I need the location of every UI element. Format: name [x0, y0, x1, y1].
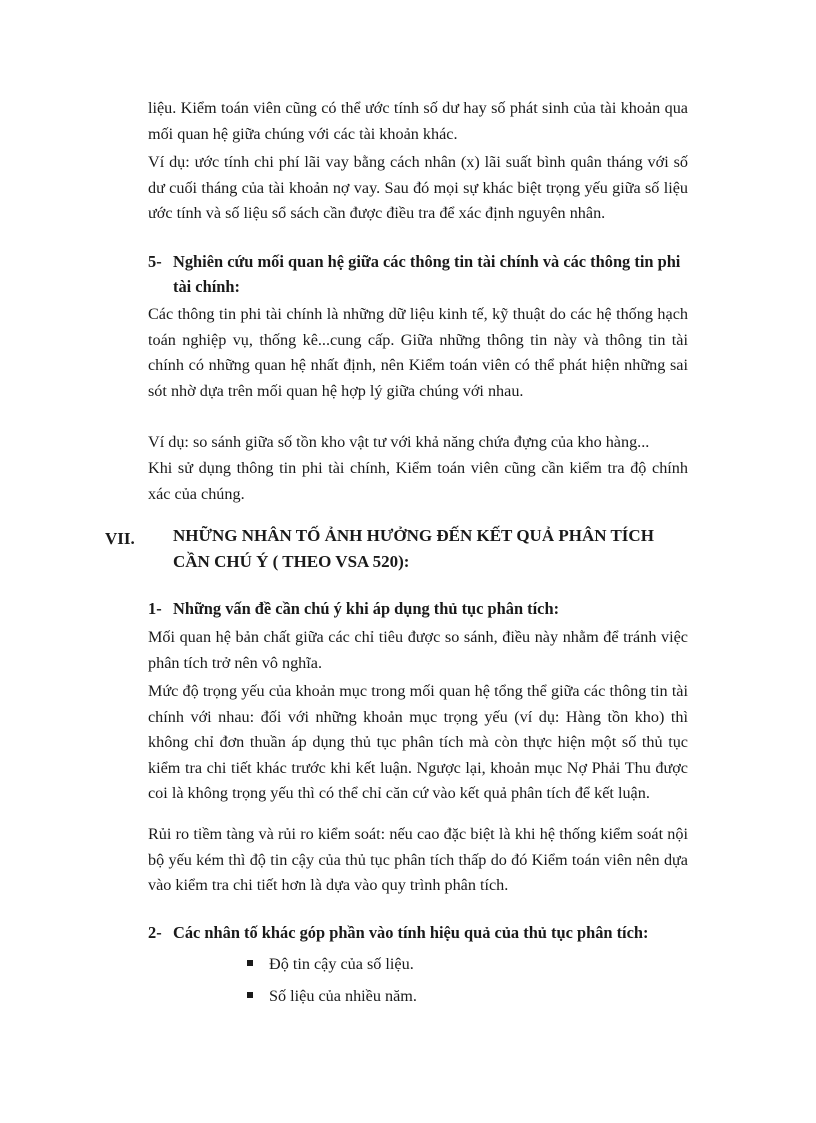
heading-2-text: Các nhân tố khác góp phần vào tính hiệu quả của thủ tục phân tích:: [173, 923, 649, 942]
bullet-square-icon: [247, 960, 253, 966]
paragraph-materiality: Mức độ trọng yếu của khoản mục trong mối quan hệ tổng thể giữa các thông tin tài chính với nhau: đối với những khoản mục trọng yếu (ví dụ: Hàng tồn kho) thì không chỉ đơn thuần áp dụng thủ tục phân tích mà còn thực hiện một số thủ tục kiểm tra chi tiết khác trước khi kết luận. Ngược lại, khoản mục Nợ Phải Thu được coi là không trọng yếu thì có thể chỉ căn cứ vào kết quả phân tích để kết luận.: [148, 682, 688, 802]
paragraph-accuracy-check: Khi sử dụng thông tin phi tài chính, Kiểm toán viên cũng cần kiểm tra độ chính xác của chúng.: [148, 459, 688, 503]
paragraph-continuation: liệu. Kiểm toán viên cũng có thể ước tính số dư hay số phát sinh của tài khoản qua mối quan hệ giữa chúng với các tài khoản khác.: [148, 99, 688, 143]
paragraph-example-interest: Ví dụ: ước tính chi phí lãi vay bằng cách nhân (x) lãi suất bình quân tháng với số dư cuối tháng của tài khoản nợ vay. Sau đó mọi sự khác biệt trọng yếu giữa số liệu ước tính và số liệu sổ sách cần được điều tra để xác định nguyên nhân.: [148, 153, 688, 222]
bullet-item: [247, 984, 417, 1008]
heading-5-number: 5-: [148, 252, 162, 271]
heading-5-text: Nghiên cứu mối quan hệ giữa các thông tin tài chính và các thông tin phi tài chính:: [173, 252, 681, 296]
paragraph-risk: Rủi ro tiềm tàng và rủi ro kiểm soát: nếu cao đặc biệt là khi hệ thống kiểm soát nội bộ yếu kém thì độ tin cậy của thủ tục phân tích thấp do đó Kiểm toán viên nên dựa vào kiểm tra chi tiết hơn là dựa vào quy trình phân tích.: [148, 825, 688, 894]
bullet-text: Độ tin cậy của số liệu.: [269, 955, 414, 973]
heading-2-number: 2-: [148, 923, 162, 942]
heading-1-text: Những vấn đề cần chú ý khi áp dụng thủ tục phân tích:: [173, 599, 560, 618]
bullet-item: [247, 952, 414, 976]
bullet-text: Số liệu của nhiều năm.: [269, 987, 417, 1005]
heading-1-number: 1-: [148, 599, 162, 618]
bullet-square-icon: [247, 992, 253, 998]
paragraph-nonfinancial-info: Các thông tin phi tài chính là những dữ liệu kinh tế, kỹ thuật do các hệ thống hạch toán nghiệp vụ, thống kê...cung cấp. Giữa những thông tin này và thông tin tài chính có những quan hệ nhất định, nên Kiểm toán viên có thể phát hiện những sai sót nhờ dựa trên mối quan hệ hợp lý giữa chúng với nhau.: [148, 305, 688, 400]
paragraph-example-inventory: Ví dụ: so sánh giữa số tồn kho vật tư với khả năng chứa đựng của kho hàng...: [148, 433, 650, 451]
section-7-number: VII.: [105, 529, 135, 548]
section-7-title: NHỮNG NHÂN TỐ ẢNH HƯỞNG ĐẾN KẾT QUẢ PHÂN TÍCH CẦN CHÚ Ý ( THEO VSA 520):: [173, 526, 654, 571]
paragraph-relationship: Mối quan hệ bản chất giữa các chỉ tiêu được so sánh, điều này nhằm để tránh việc phân tích trở nên vô nghĩa.: [148, 628, 688, 672]
